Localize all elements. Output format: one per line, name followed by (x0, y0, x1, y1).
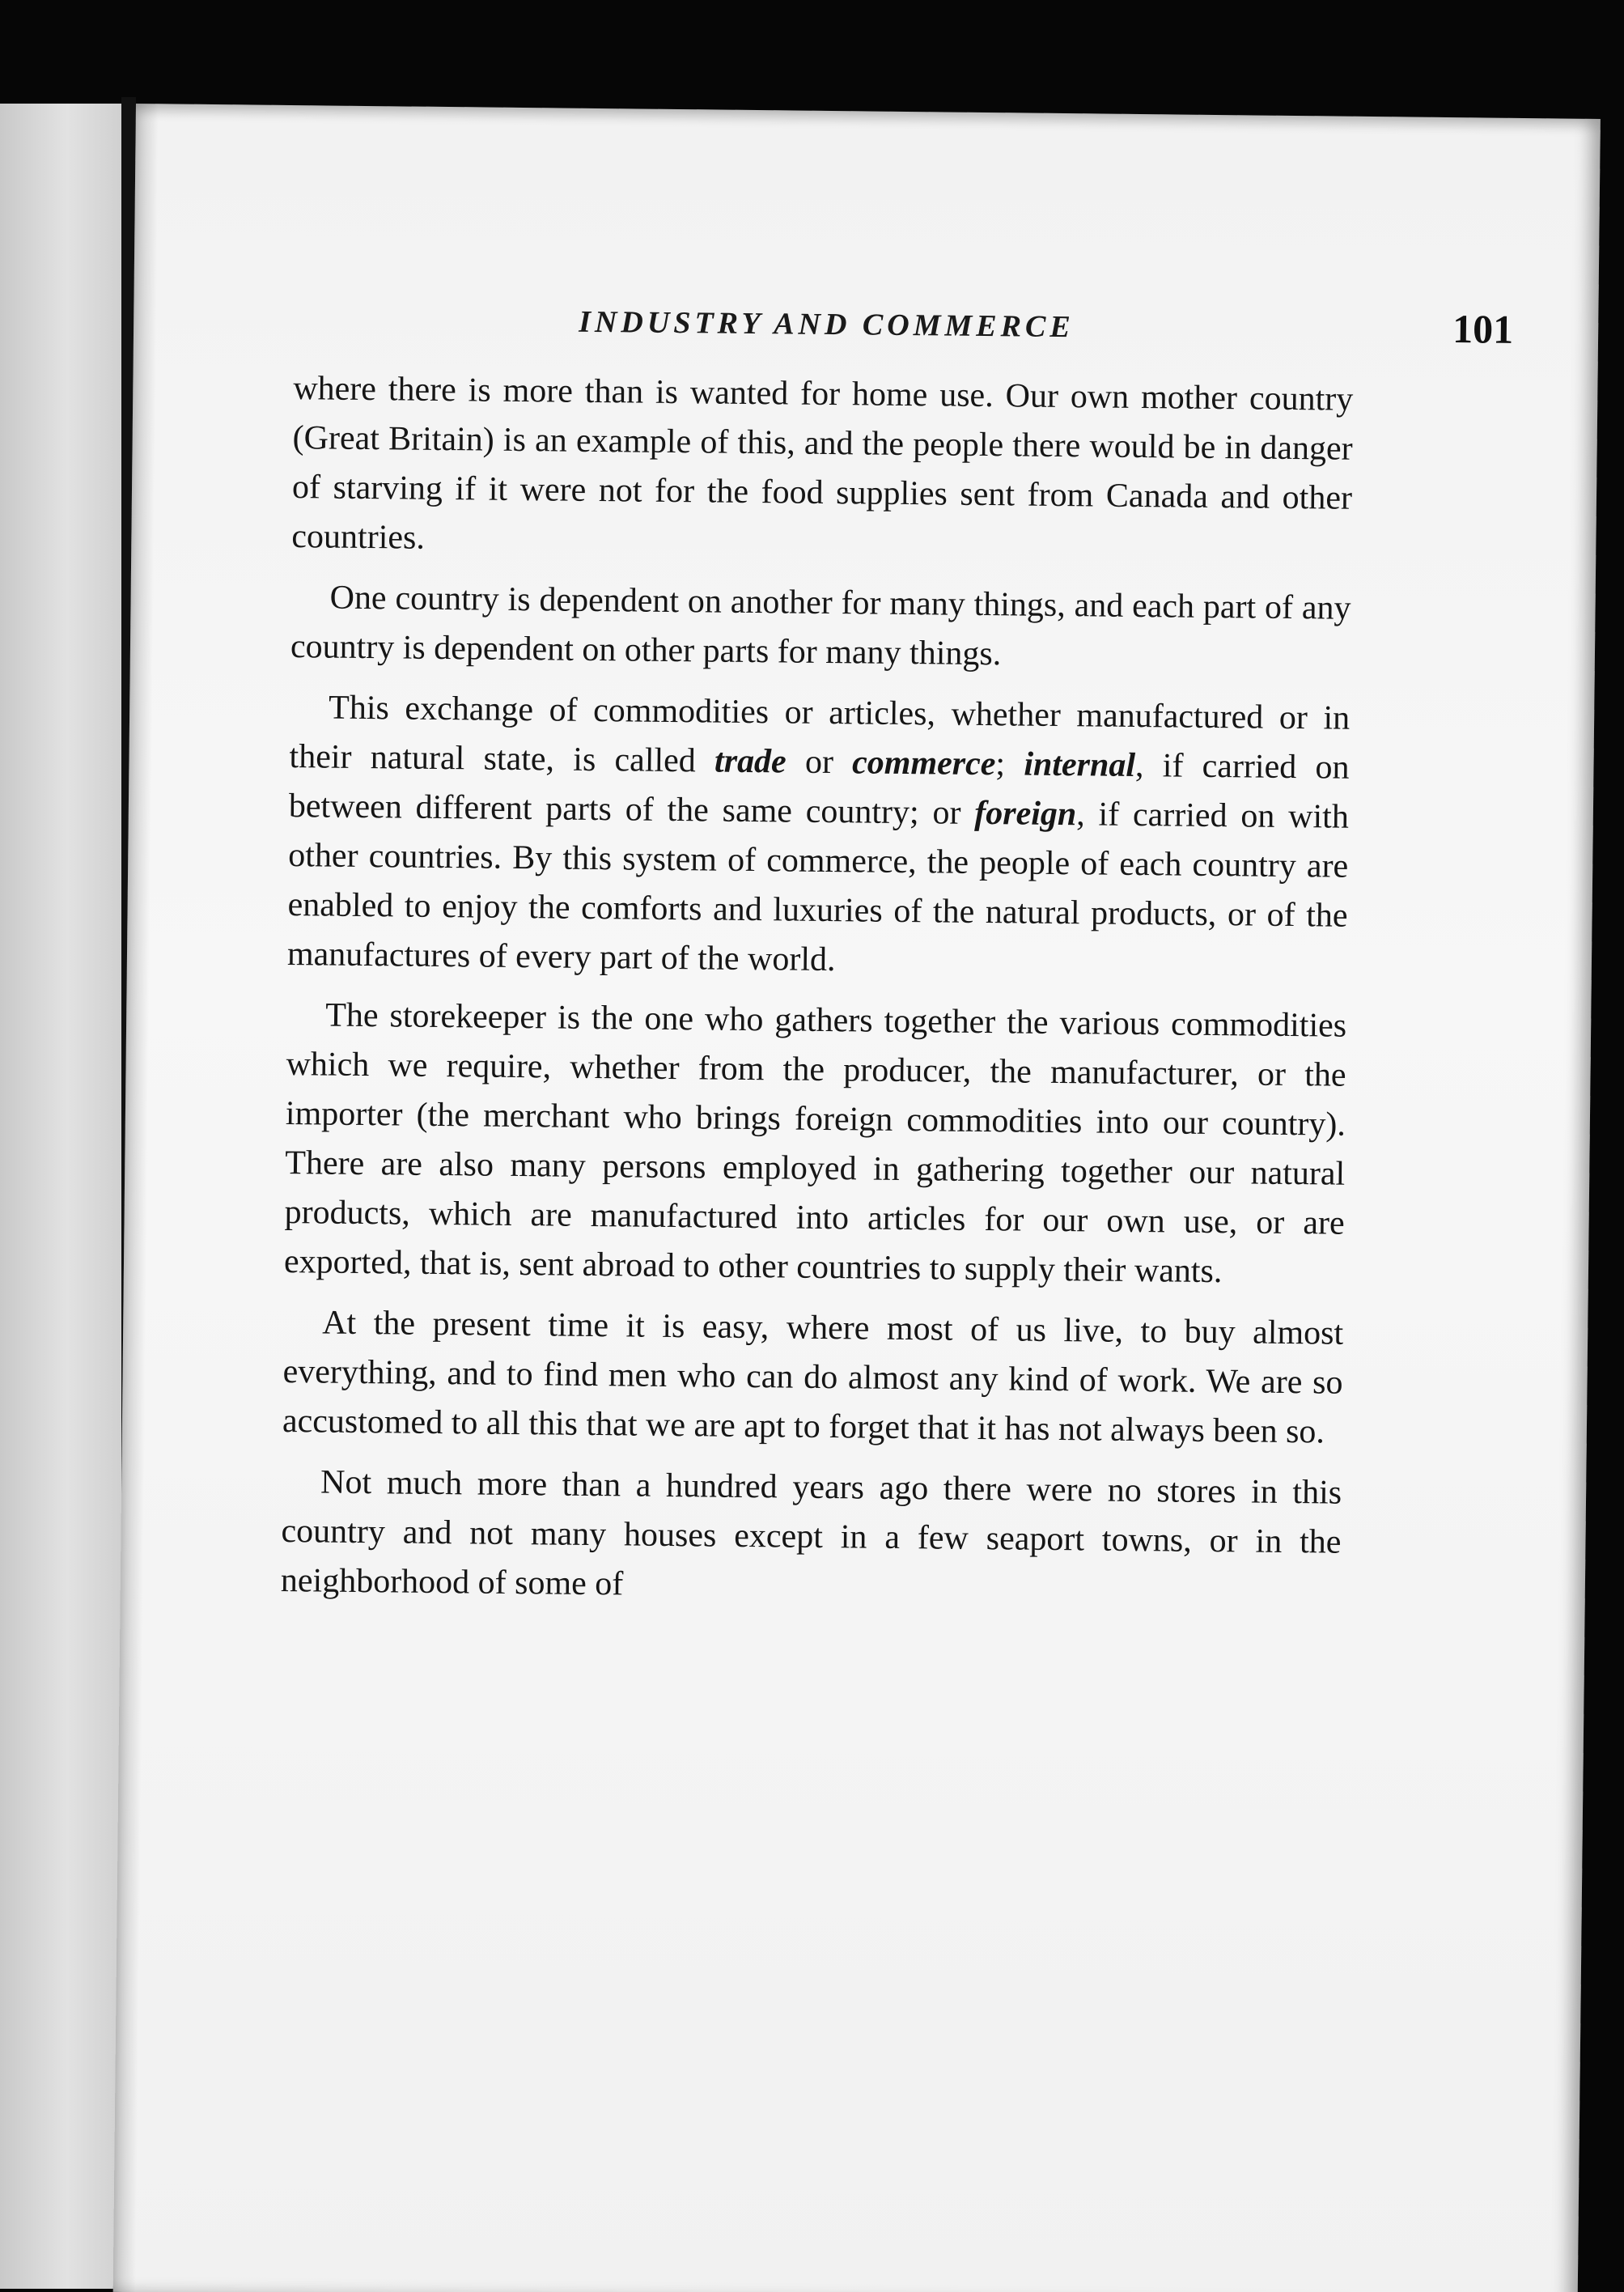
text-run: Not much more than a hundred years ago there were no stores in this country and not many houses except in a few seaport towns, or in the neighborhood of some of (280, 1463, 1342, 1603)
text-run: , if carried on between different parts of the same country; or (288, 746, 1350, 832)
paragraph (291, 364, 1353, 573)
page-header (579, 296, 1514, 379)
facing-page-edge (0, 104, 121, 2289)
paragraph (284, 991, 1347, 1298)
italic-term: commerce (851, 744, 996, 783)
paragraph (282, 1298, 1344, 1458)
text-run: One country is dependent on another for many things, and each part of any country is dependent on other parts for many things. (290, 579, 1351, 673)
body-text (280, 364, 1353, 1628)
text-run: The storekeeper is the one who gathers together the various commodities which we require, whether from the producer, the manufacturer, or the importer (the merchant who brings foreign commodities into our country). There are also many persons employed in gathering together our natural products, which are manufactured into articles for our own use, or are exported, that is, sent abroad to other countries to supply their wants. (283, 996, 1347, 1291)
running-head: INDUSTRY AND COMMERCE (578, 304, 1075, 345)
italic-term: internal (1024, 745, 1136, 784)
page-number: 101 (1452, 306, 1514, 352)
book-page (113, 104, 1601, 2292)
paragraph (281, 1458, 1342, 1617)
italic-term: trade (714, 742, 787, 781)
italic-term: foreign (974, 794, 1077, 834)
text-run: where there is more than is wanted for home use. Our own mother country (Great Britain) is an example of this, and the people there would be in danger of starving if it were not for the food supplies sent from Canada and other countries. (291, 370, 1354, 557)
text-run: This exchange of commodities or articles, whether manufactured or in their natural state, is called (289, 689, 1351, 780)
paragraph (287, 683, 1351, 991)
text-run: , if carried on with other countries. By this system of commerce, the people of each country are enabled to enjoy the comforts and luxuries of the natural products, or of the manufactures of every part of the world. (286, 796, 1350, 979)
text-run: ; (995, 745, 1024, 783)
text-run: or (786, 743, 853, 782)
text-run: At the present time it is easy, where most of us live, to buy almost everything, and to find men who can do almost any kind of work. We are so accustomed to all this that we are apt to forget that it has not always been so. (282, 1304, 1344, 1451)
paragraph (290, 573, 1351, 683)
